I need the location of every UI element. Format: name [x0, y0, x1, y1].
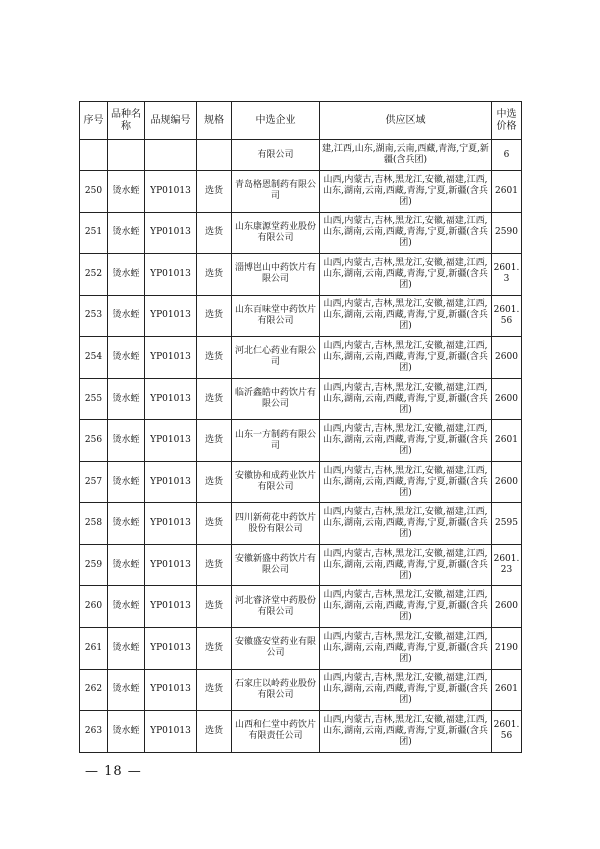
cell-seq: 250: [80, 171, 108, 213]
cell-supply-region: 山西,内蒙古,吉林,黑龙江,安徽,福建,江西,山东,湖南,云南,西藏,青海,宁夏,新疆(含兵团): [320, 586, 492, 628]
continuation-seq: [80, 140, 108, 171]
cell-seq: 262: [80, 669, 108, 711]
cell-seq: 253: [80, 295, 108, 337]
cell-price: 2601.56: [492, 711, 522, 753]
cell-price: 2600: [492, 378, 522, 420]
table-row: [80, 337, 522, 379]
table-row: [80, 254, 522, 296]
cell-supply-region: 山西,内蒙古,吉林,黑龙江,安徽,福建,江西,山东,湖南,云南,西藏,青海,宁夏,新疆(含兵团): [320, 254, 492, 296]
cell-price: 2601.56: [492, 295, 522, 337]
cell-variety-name: 烫水蛭: [108, 295, 145, 337]
cell-price: 2601: [492, 669, 522, 711]
header-seq: 序号: [80, 102, 108, 140]
cell-supply-region: 山西,内蒙古,吉林,黑龙江,安徽,福建,江西,山东,湖南,云南,西藏,青海,宁夏,新疆(含兵团): [320, 503, 492, 545]
table-row: [80, 586, 522, 628]
table-row: [80, 420, 522, 462]
cell-variety-name: 烫水蛭: [108, 461, 145, 503]
cell-supply-region: 山西,内蒙古,吉林,黑龙江,安徽,福建,江西,山东,湖南,云南,西藏,青海,宁夏,新疆(含兵团): [320, 544, 492, 586]
cell-seq: 259: [80, 544, 108, 586]
cell-spec: 选货: [197, 711, 232, 753]
cell-price: 2190: [492, 628, 522, 670]
cell-spec: 选货: [197, 544, 232, 586]
table-row: [80, 669, 522, 711]
cell-variety-name: 烫水蛭: [108, 586, 145, 628]
table-row: [80, 171, 522, 213]
table-row: [80, 544, 522, 586]
cell-supply-region: 山西,内蒙古,吉林,黑龙江,安徽,福建,江西,山东,湖南,云南,西藏,青海,宁夏,新疆(含兵团): [320, 711, 492, 753]
cell-supply-region: 山西,内蒙古,吉林,黑龙江,安徽,福建,江西,山东,湖南,云南,西藏,青海,宁夏,新疆(含兵团): [320, 295, 492, 337]
cell-spec: 选货: [197, 586, 232, 628]
cell-spec-code: YP01013: [145, 503, 197, 545]
cell-seq: 255: [80, 378, 108, 420]
cell-price: 2595: [492, 503, 522, 545]
cell-enterprise: 山东百味堂中药饮片有限公司: [232, 295, 320, 337]
cell-spec-code: YP01013: [145, 669, 197, 711]
cell-spec-code: YP01013: [145, 544, 197, 586]
cell-variety-name: 烫水蛭: [108, 171, 145, 213]
continuation-name: [108, 140, 145, 171]
cell-spec: 选货: [197, 669, 232, 711]
cell-spec-code: YP01013: [145, 461, 197, 503]
cell-enterprise: 山西和仁堂中药饮片有限责任公司: [232, 711, 320, 753]
table-row: [80, 628, 522, 670]
cell-supply-region: 山西,内蒙古,吉林,黑龙江,安徽,福建,江西,山东,湖南,云南,西藏,青海,宁夏,新疆(含兵团): [320, 420, 492, 462]
header-spec-code: 品规编号: [145, 102, 197, 140]
cell-price: 2600: [492, 586, 522, 628]
cell-supply-region: 山西,内蒙古,吉林,黑龙江,安徽,福建,江西,山东,湖南,云南,西藏,青海,宁夏,新疆(含兵团): [320, 171, 492, 213]
table-row: [80, 212, 522, 254]
cell-price: 2601: [492, 171, 522, 213]
cell-seq: 258: [80, 503, 108, 545]
cell-seq: 254: [80, 337, 108, 379]
cell-spec-code: YP01013: [145, 711, 197, 753]
cell-supply-region: 山西,内蒙古,吉林,黑龙江,安徽,福建,江西,山东,湖南,云南,西藏,青海,宁夏,新疆(含兵团): [320, 378, 492, 420]
cell-spec-code: YP01013: [145, 212, 197, 254]
cell-seq: 256: [80, 420, 108, 462]
cell-spec-code: YP01013: [145, 295, 197, 337]
cell-enterprise: 淄博岜山中药饮片有限公司: [232, 254, 320, 296]
cell-enterprise: 山东康源堂药业股份有限公司: [232, 212, 320, 254]
cell-spec: 选货: [197, 503, 232, 545]
cell-enterprise: 安徽盛安堂药业有限公司: [232, 628, 320, 670]
cell-price: 2601.3: [492, 254, 522, 296]
cell-seq: 261: [80, 628, 108, 670]
cell-variety-name: 烫水蛭: [108, 711, 145, 753]
cell-supply-region: 山西,内蒙古,吉林,黑龙江,安徽,福建,江西,山东,湖南,云南,西藏,青海,宁夏,新疆(含兵团): [320, 212, 492, 254]
cell-spec: 选货: [197, 378, 232, 420]
continuation-price: 6: [492, 140, 522, 171]
cell-spec: 选货: [197, 420, 232, 462]
continuation-code: [145, 140, 197, 171]
header-enterprise: 中选企业: [232, 102, 320, 140]
cell-variety-name: 烫水蛭: [108, 254, 145, 296]
cell-variety-name: 烫水蛭: [108, 628, 145, 670]
cell-enterprise: 青岛格恩制药有限公司: [232, 171, 320, 213]
continuation-enterprise: 有限公司: [232, 140, 320, 171]
table-header-row: [80, 102, 522, 140]
cell-spec-code: YP01013: [145, 378, 197, 420]
table-row: [80, 503, 522, 545]
cell-enterprise: 安徽新盛中药饮片有限公司: [232, 544, 320, 586]
cell-supply-region: 山西,内蒙古,吉林,黑龙江,安徽,福建,江西,山东,湖南,云南,西藏,青海,宁夏,新疆(含兵团): [320, 628, 492, 670]
cell-price: 2590: [492, 212, 522, 254]
cell-variety-name: 烫水蛭: [108, 669, 145, 711]
cell-seq: 252: [80, 254, 108, 296]
cell-price: 2601: [492, 420, 522, 462]
cell-enterprise: 四川新荷花中药饮片股份有限公司: [232, 503, 320, 545]
page-number: — 18 —: [85, 764, 142, 779]
cell-enterprise: 石家庄以岭药业股份有限公司: [232, 669, 320, 711]
cell-spec: 选货: [197, 461, 232, 503]
cell-price: 2600: [492, 461, 522, 503]
cell-seq: 263: [80, 711, 108, 753]
cell-enterprise: 临沂鑫皓中药饮片有限公司: [232, 378, 320, 420]
cell-supply-region: 山西,内蒙古,吉林,黑龙江,安徽,福建,江西,山东,湖南,云南,西藏,青海,宁夏,新疆(含兵团): [320, 461, 492, 503]
cell-enterprise: 安徽协和成药业饮片有限公司: [232, 461, 320, 503]
header-variety-name: 品种名称: [108, 102, 145, 140]
cell-spec-code: YP01013: [145, 171, 197, 213]
cell-spec-code: YP01013: [145, 628, 197, 670]
table-row: [80, 378, 522, 420]
cell-spec-code: YP01013: [145, 586, 197, 628]
continuation-spec: [197, 140, 232, 171]
cell-variety-name: 烫水蛭: [108, 378, 145, 420]
cell-supply-region: 山西,内蒙古,吉林,黑龙江,安徽,福建,江西,山东,湖南,云南,西藏,青海,宁夏,新疆(含兵团): [320, 669, 492, 711]
cell-spec-code: YP01013: [145, 420, 197, 462]
table-row: [80, 295, 522, 337]
cell-spec-code: YP01013: [145, 337, 197, 379]
cell-supply-region: 山西,内蒙古,吉林,黑龙江,安徽,福建,江西,山东,湖南,云南,西藏,青海,宁夏,新疆(含兵团): [320, 337, 492, 379]
cell-seq: 260: [80, 586, 108, 628]
header-supply-region: 供应区域: [320, 102, 492, 140]
cell-spec-code: YP01013: [145, 254, 197, 296]
cell-enterprise: 山东一方制药有限公司: [232, 420, 320, 462]
cell-spec: 选货: [197, 628, 232, 670]
table-row: [80, 711, 522, 753]
cell-variety-name: 烫水蛭: [108, 212, 145, 254]
cell-spec: 选货: [197, 254, 232, 296]
cell-spec: 选货: [197, 171, 232, 213]
cell-seq: 251: [80, 212, 108, 254]
header-spec: 规格: [197, 102, 232, 140]
cell-price: 2601.23: [492, 544, 522, 586]
procurement-table: [79, 101, 522, 753]
cell-enterprise: 河北睿济堂中药股份有限公司: [232, 586, 320, 628]
cell-spec: 选货: [197, 337, 232, 379]
cell-seq: 257: [80, 461, 108, 503]
cell-variety-name: 烫水蛭: [108, 503, 145, 545]
cell-variety-name: 烫水蛭: [108, 420, 145, 462]
continuation-region: 建,江西,山东,湖南,云南,西藏,青海,宁夏,新疆(含兵团): [320, 140, 492, 171]
cell-price: 2600: [492, 337, 522, 379]
cell-variety-name: 烫水蛭: [108, 337, 145, 379]
cell-spec: 选货: [197, 212, 232, 254]
table-row: [80, 461, 522, 503]
continuation-row: [80, 140, 522, 171]
cell-spec: 选货: [197, 295, 232, 337]
header-price: 中选价格: [492, 102, 522, 140]
cell-variety-name: 烫水蛭: [108, 544, 145, 586]
cell-enterprise: 河北仁心药业有限公司: [232, 337, 320, 379]
